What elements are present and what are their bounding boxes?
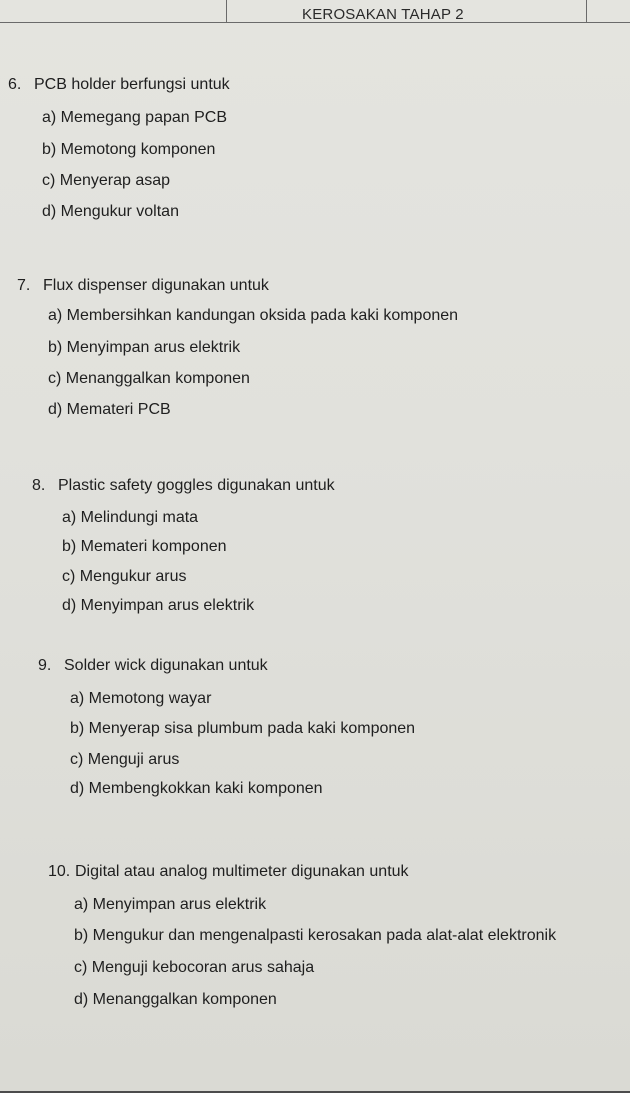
option-6b: b) Memotong komponen (42, 141, 216, 158)
option-8a: a) Melindungi mata (62, 509, 199, 526)
question-8 (32, 476, 335, 496)
option-7d: d) Memateri PCB (48, 401, 171, 418)
question-6 (8, 75, 230, 95)
table-divider (586, 0, 587, 22)
option-7b: b) Menyimpan arus elektrik (48, 339, 241, 356)
question-number: 10. (48, 863, 71, 880)
option-9b: b) Menyerap sisa plumbum pada kaki komponen (70, 720, 416, 737)
option-10b: b) Mengukur dan mengenalpasti kerosakan pada alat-alat elektronik (74, 927, 557, 944)
option-10c: c) Menguji kebocoran arus sahaja (74, 959, 315, 976)
option-10d: d) Menanggalkan komponen (74, 991, 277, 1008)
question-number: 7. (17, 277, 31, 294)
table-divider (226, 0, 227, 22)
question-9 (38, 656, 268, 676)
option-9a: a) Memotong wayar (70, 690, 212, 707)
option-6a: a) Memegang papan PCB (42, 109, 227, 126)
question-text: PCB holder berfungsi untuk (34, 76, 230, 93)
option-9c: c) Menguji arus (70, 751, 180, 768)
option-7a: a) Membersihkan kandungan oksida pada kaki komponen (48, 307, 459, 324)
question-text: Solder wick digunakan untuk (64, 657, 268, 674)
option-7c: c) Menanggalkan komponen (48, 370, 250, 387)
option-9d: d) Membengkokkan kaki komponen (70, 780, 323, 797)
option-8b: b) Memateri komponen (62, 538, 227, 555)
page-header-title: KEROSAKAN TAHAP 2 (302, 6, 464, 23)
question-text: Plastic safety goggles digunakan untuk (58, 477, 335, 494)
option-8c: c) Mengukur arus (62, 568, 187, 585)
option-6d: d) Mengukur voltan (42, 203, 179, 220)
question-number: 9. (38, 657, 52, 674)
question-number: 8. (32, 477, 46, 494)
question-text: Digital atau analog multimeter digunakan untuk (75, 863, 409, 880)
question-text: Flux dispenser digunakan untuk (43, 277, 269, 294)
question-7 (17, 276, 269, 296)
option-6c: c) Menyerap asap (42, 172, 171, 189)
option-8d: d) Menyimpan arus elektrik (62, 597, 255, 614)
question-number: 6. (8, 76, 22, 93)
question-10 (48, 862, 409, 882)
option-10a: a) Menyimpan arus elektrik (74, 896, 267, 913)
